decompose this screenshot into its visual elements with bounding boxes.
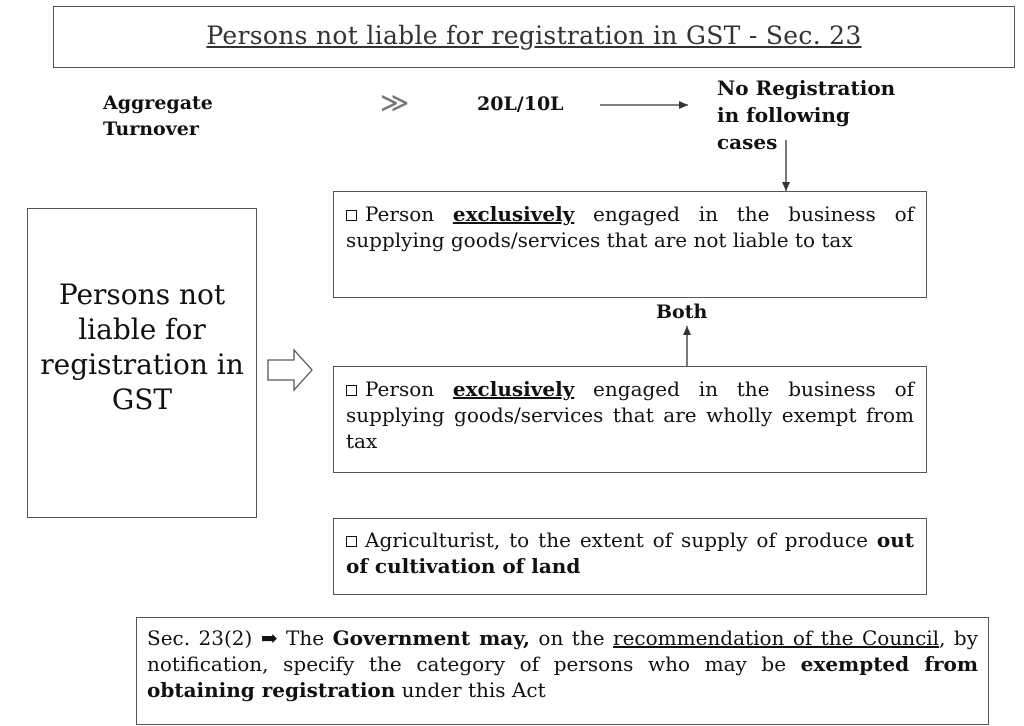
case1-rest: engaged in the business of supplying goods/services that are not liable to tax [346,202,915,252]
not-exceeding-symbol: ≫ [380,86,410,119]
checkbox-bullet-icon [346,385,357,396]
note-bold-2: exempted from obtaining registration [147,652,978,702]
case-not-liable-box [333,191,927,298]
note-text-3: , by notification, specify the category of persons who may be [147,626,978,676]
aggregate-label-line2: Turnover [103,118,199,140]
case3-bold: out of cultivation of land [346,528,914,578]
case2-emphasis: exclusively [452,377,575,401]
result-line3: cases [717,130,778,154]
both-label: Both [656,301,708,323]
case2-prefix: Person [365,377,453,401]
note-text-4: under this Act [395,678,546,702]
checkbox-bullet-icon [346,536,357,547]
case3-prefix: Agriculturist, to the extent of supply of produce [365,528,877,552]
hollow-right-arrow-icon [268,350,312,390]
case-exempt-box [333,366,927,473]
note-text-1: The [277,626,333,650]
result-line2: in following [717,103,850,127]
checkbox-bullet-icon [346,210,357,221]
left-summary-text: Persons not liable for registration in GST [40,278,244,416]
left-summary-box [27,208,257,518]
case1-prefix: Person [365,202,453,226]
case-agriculturist-box [333,518,927,595]
aggregate-turnover-label [103,90,213,142]
case1-emphasis: exclusively [452,202,575,226]
note-text-2: on the [529,626,614,650]
aggregate-label-line1: Aggregate [103,92,213,114]
note-underline-1: recommendation of the Council [613,626,940,650]
page-title: Persons not liable for registration in GST - Sec. 23 [206,21,862,50]
section-note-box [136,617,989,725]
note-bold-1: Government may, [332,626,530,650]
no-registration-label [717,75,895,156]
note-section: Sec. 23(2) [147,626,253,650]
threshold-amount: 20L/10L [477,93,564,115]
right-arrow-icon: ➡ [260,626,278,650]
title-box [53,6,1015,68]
result-line1: No Registration [717,76,896,100]
case2-rest: engaged in the business of supplying goods/services that are wholly exempt from tax [346,377,915,453]
